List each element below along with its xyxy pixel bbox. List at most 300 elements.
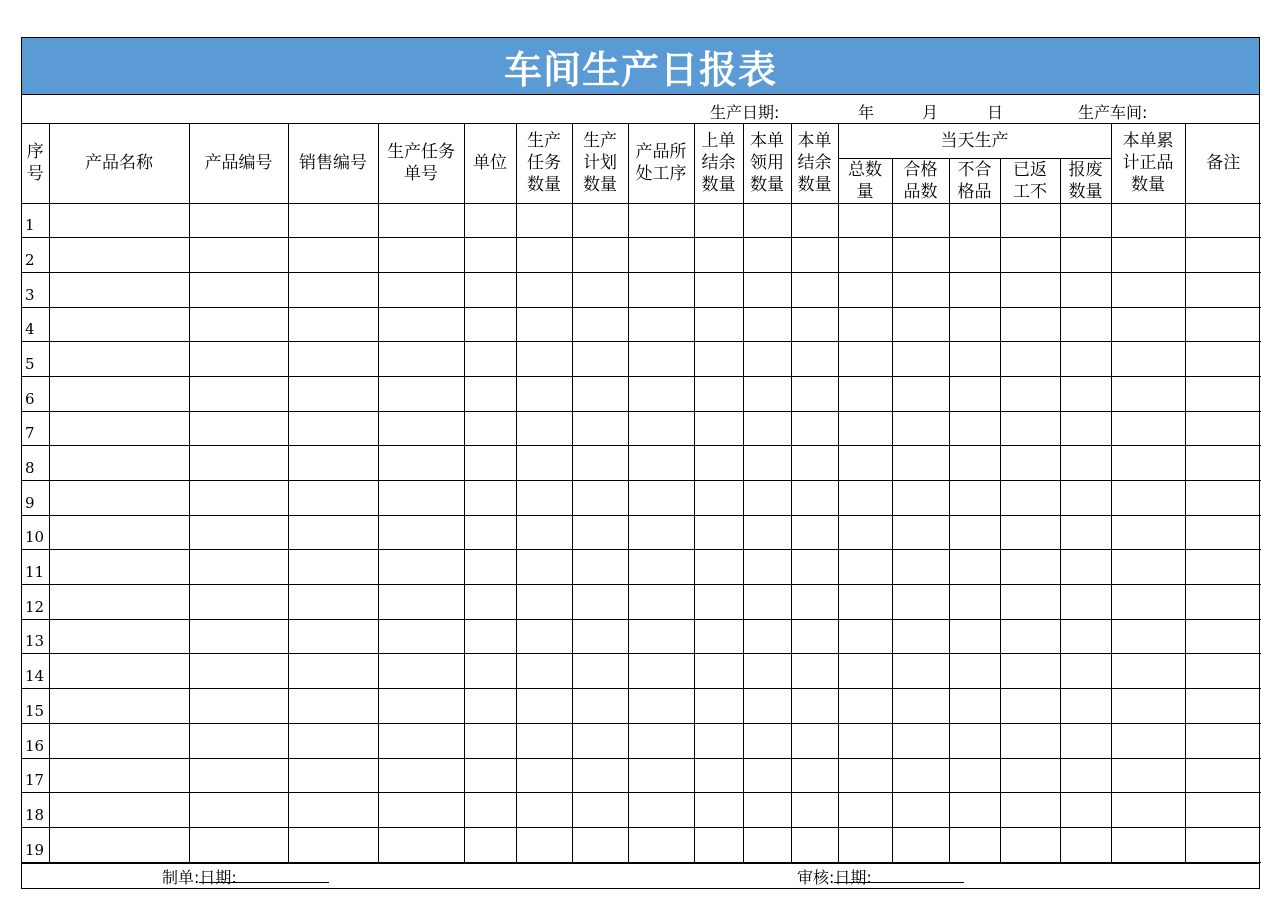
- table-cell[interactable]: [743, 793, 791, 828]
- table-cell[interactable]: [743, 411, 791, 446]
- table-cell[interactable]: [628, 654, 694, 689]
- table-cell[interactable]: [791, 515, 838, 550]
- table-cell[interactable]: [1111, 619, 1185, 654]
- table-cell[interactable]: [628, 481, 694, 516]
- table-cell[interactable]: [694, 654, 743, 689]
- table-cell[interactable]: [1000, 376, 1060, 411]
- table-cell[interactable]: [189, 550, 288, 585]
- table-cell[interactable]: [743, 585, 791, 620]
- table-cell[interactable]: [1185, 203, 1261, 238]
- table-cell[interactable]: [1185, 342, 1261, 377]
- table-cell[interactable]: [949, 515, 1000, 550]
- table-cell[interactable]: [694, 307, 743, 342]
- table-cell[interactable]: [464, 411, 516, 446]
- table-cell[interactable]: [743, 307, 791, 342]
- table-cell[interactable]: [49, 793, 189, 828]
- table-cell[interactable]: [694, 550, 743, 585]
- table-cell[interactable]: [949, 585, 1000, 620]
- table-cell[interactable]: [1060, 550, 1111, 585]
- table-cell[interactable]: [892, 758, 949, 793]
- table-cell[interactable]: [694, 376, 743, 411]
- table-cell[interactable]: [892, 654, 949, 689]
- table-cell[interactable]: [1185, 481, 1261, 516]
- table-cell[interactable]: [1000, 515, 1060, 550]
- table-cell[interactable]: [572, 585, 628, 620]
- table-cell[interactable]: [572, 515, 628, 550]
- table-cell[interactable]: [464, 723, 516, 758]
- table-cell[interactable]: [949, 307, 1000, 342]
- table-cell[interactable]: [516, 411, 572, 446]
- table-cell[interactable]: [49, 689, 189, 724]
- table-cell[interactable]: [1111, 376, 1185, 411]
- table-cell[interactable]: [838, 793, 892, 828]
- table-cell[interactable]: [1185, 446, 1261, 481]
- table-cell[interactable]: [1060, 827, 1111, 862]
- table-cell[interactable]: [516, 689, 572, 724]
- table-cell[interactable]: [743, 203, 791, 238]
- table-cell[interactable]: [1111, 203, 1185, 238]
- table-cell[interactable]: [464, 238, 516, 273]
- table-cell[interactable]: [1185, 723, 1261, 758]
- table-cell[interactable]: [791, 585, 838, 620]
- table-cell[interactable]: [949, 446, 1000, 481]
- table-cell[interactable]: [628, 515, 694, 550]
- table-cell[interactable]: [516, 758, 572, 793]
- table-cell[interactable]: [189, 619, 288, 654]
- table-cell[interactable]: [288, 446, 378, 481]
- table-cell[interactable]: [743, 758, 791, 793]
- table-cell[interactable]: [1000, 654, 1060, 689]
- table-cell[interactable]: [743, 481, 791, 516]
- table-cell[interactable]: [791, 793, 838, 828]
- table-cell[interactable]: [838, 446, 892, 481]
- table-cell[interactable]: [628, 203, 694, 238]
- table-cell[interactable]: [892, 446, 949, 481]
- table-cell[interactable]: [516, 203, 572, 238]
- table-cell[interactable]: [189, 203, 288, 238]
- table-cell[interactable]: [892, 272, 949, 307]
- table-cell[interactable]: [464, 203, 516, 238]
- table-cell[interactable]: [1185, 272, 1261, 307]
- table-cell[interactable]: [189, 723, 288, 758]
- table-cell[interactable]: [1000, 793, 1060, 828]
- table-cell[interactable]: [516, 619, 572, 654]
- table-cell[interactable]: [464, 758, 516, 793]
- table-cell[interactable]: [892, 238, 949, 273]
- table-cell[interactable]: [288, 481, 378, 516]
- table-cell[interactable]: [189, 654, 288, 689]
- table-cell[interactable]: [378, 619, 464, 654]
- table-cell[interactable]: [378, 481, 464, 516]
- table-cell[interactable]: [628, 723, 694, 758]
- table-cell[interactable]: [49, 446, 189, 481]
- table-cell[interactable]: [288, 793, 378, 828]
- table-cell[interactable]: [189, 342, 288, 377]
- table-cell[interactable]: [378, 272, 464, 307]
- table-cell[interactable]: [949, 758, 1000, 793]
- table-cell[interactable]: [288, 723, 378, 758]
- table-cell[interactable]: [791, 307, 838, 342]
- table-cell[interactable]: [1185, 793, 1261, 828]
- table-cell[interactable]: [892, 585, 949, 620]
- table-cell[interactable]: [49, 654, 189, 689]
- table-cell[interactable]: [949, 342, 1000, 377]
- table-cell[interactable]: [49, 272, 189, 307]
- table-cell[interactable]: [892, 515, 949, 550]
- table-cell[interactable]: [516, 585, 572, 620]
- table-cell[interactable]: [1000, 619, 1060, 654]
- table-cell[interactable]: [378, 307, 464, 342]
- table-cell[interactable]: [949, 238, 1000, 273]
- table-cell[interactable]: [378, 203, 464, 238]
- table-cell[interactable]: [1111, 446, 1185, 481]
- table-cell[interactable]: [1000, 585, 1060, 620]
- table-cell[interactable]: [378, 342, 464, 377]
- table-cell[interactable]: [572, 203, 628, 238]
- table-cell[interactable]: [949, 203, 1000, 238]
- table-cell[interactable]: [1000, 827, 1060, 862]
- table-cell[interactable]: [378, 585, 464, 620]
- table-cell[interactable]: [49, 411, 189, 446]
- table-cell[interactable]: [516, 723, 572, 758]
- table-cell[interactable]: [1060, 585, 1111, 620]
- table-cell[interactable]: [572, 238, 628, 273]
- table-cell[interactable]: [892, 550, 949, 585]
- table-cell[interactable]: [1000, 272, 1060, 307]
- table-cell[interactable]: [694, 481, 743, 516]
- table-cell[interactable]: [838, 238, 892, 273]
- table-cell[interactable]: [1111, 723, 1185, 758]
- table-cell[interactable]: [49, 515, 189, 550]
- table-cell[interactable]: [1111, 793, 1185, 828]
- table-cell[interactable]: [892, 342, 949, 377]
- table-cell[interactable]: [838, 827, 892, 862]
- table-cell[interactable]: [694, 272, 743, 307]
- table-cell[interactable]: [572, 654, 628, 689]
- table-cell[interactable]: [791, 342, 838, 377]
- table-cell[interactable]: [743, 550, 791, 585]
- table-cell[interactable]: [892, 307, 949, 342]
- table-cell[interactable]: [1060, 307, 1111, 342]
- table-cell[interactable]: [464, 654, 516, 689]
- table-cell[interactable]: [378, 758, 464, 793]
- table-cell[interactable]: [516, 272, 572, 307]
- table-cell[interactable]: [892, 793, 949, 828]
- table-cell[interactable]: [694, 723, 743, 758]
- table-cell[interactable]: [838, 203, 892, 238]
- table-cell[interactable]: [464, 619, 516, 654]
- table-cell[interactable]: [464, 342, 516, 377]
- table-cell[interactable]: [694, 446, 743, 481]
- table-cell[interactable]: [949, 272, 1000, 307]
- table-cell[interactable]: [49, 238, 189, 273]
- table-cell[interactable]: [1000, 307, 1060, 342]
- table-cell[interactable]: [1060, 654, 1111, 689]
- table-cell[interactable]: [949, 481, 1000, 516]
- maker-date-field[interactable]: [237, 866, 329, 883]
- table-cell[interactable]: [628, 758, 694, 793]
- table-cell[interactable]: [1185, 585, 1261, 620]
- table-cell[interactable]: [49, 342, 189, 377]
- table-cell[interactable]: [1185, 654, 1261, 689]
- table-cell[interactable]: [628, 272, 694, 307]
- table-cell[interactable]: [1060, 689, 1111, 724]
- table-cell[interactable]: [628, 550, 694, 585]
- table-cell[interactable]: [743, 238, 791, 273]
- table-cell[interactable]: [189, 272, 288, 307]
- table-cell[interactable]: [572, 793, 628, 828]
- table-cell[interactable]: [949, 689, 1000, 724]
- table-cell[interactable]: [1060, 758, 1111, 793]
- table-cell[interactable]: [892, 723, 949, 758]
- table-cell[interactable]: [1000, 758, 1060, 793]
- table-cell[interactable]: [49, 619, 189, 654]
- table-cell[interactable]: [791, 550, 838, 585]
- table-cell[interactable]: [743, 619, 791, 654]
- table-cell[interactable]: [1000, 689, 1060, 724]
- table-cell[interactable]: [572, 723, 628, 758]
- table-cell[interactable]: [838, 550, 892, 585]
- table-cell[interactable]: [743, 376, 791, 411]
- table-cell[interactable]: [464, 446, 516, 481]
- table-cell[interactable]: [628, 307, 694, 342]
- table-cell[interactable]: [378, 446, 464, 481]
- table-cell[interactable]: [892, 827, 949, 862]
- table-cell[interactable]: [1111, 307, 1185, 342]
- table-cell[interactable]: [694, 411, 743, 446]
- table-cell[interactable]: [288, 585, 378, 620]
- table-cell[interactable]: [1111, 758, 1185, 793]
- table-cell[interactable]: [378, 654, 464, 689]
- table-cell[interactable]: [743, 827, 791, 862]
- table-cell[interactable]: [464, 515, 516, 550]
- table-cell[interactable]: [628, 689, 694, 724]
- table-cell[interactable]: [791, 481, 838, 516]
- table-cell[interactable]: [838, 723, 892, 758]
- table-cell[interactable]: [694, 827, 743, 862]
- table-cell[interactable]: [572, 481, 628, 516]
- table-cell[interactable]: [628, 827, 694, 862]
- table-cell[interactable]: [791, 827, 838, 862]
- table-cell[interactable]: [464, 481, 516, 516]
- table-cell[interactable]: [1060, 342, 1111, 377]
- table-cell[interactable]: [1185, 619, 1261, 654]
- table-cell[interactable]: [378, 723, 464, 758]
- table-cell[interactable]: [49, 307, 189, 342]
- table-cell[interactable]: [628, 793, 694, 828]
- table-cell[interactable]: [572, 446, 628, 481]
- table-cell[interactable]: [288, 689, 378, 724]
- table-cell[interactable]: [791, 654, 838, 689]
- table-cell[interactable]: [572, 827, 628, 862]
- table-cell[interactable]: [464, 585, 516, 620]
- table-cell[interactable]: [1185, 411, 1261, 446]
- table-cell[interactable]: [288, 238, 378, 273]
- table-cell[interactable]: [949, 376, 1000, 411]
- table-cell[interactable]: [892, 619, 949, 654]
- table-cell[interactable]: [743, 446, 791, 481]
- table-cell[interactable]: [1000, 550, 1060, 585]
- table-cell[interactable]: [464, 793, 516, 828]
- table-cell[interactable]: [892, 376, 949, 411]
- table-cell[interactable]: [1111, 411, 1185, 446]
- table-cell[interactable]: [572, 619, 628, 654]
- table-cell[interactable]: [378, 550, 464, 585]
- table-cell[interactable]: [288, 376, 378, 411]
- table-cell[interactable]: [189, 689, 288, 724]
- table-cell[interactable]: [1185, 515, 1261, 550]
- table-cell[interactable]: [628, 342, 694, 377]
- table-cell[interactable]: [378, 376, 464, 411]
- table-cell[interactable]: [288, 272, 378, 307]
- table-cell[interactable]: [516, 827, 572, 862]
- table-cell[interactable]: [791, 203, 838, 238]
- table-cell[interactable]: [1111, 515, 1185, 550]
- table-cell[interactable]: [1111, 481, 1185, 516]
- table-cell[interactable]: [694, 585, 743, 620]
- table-cell[interactable]: [464, 550, 516, 585]
- table-cell[interactable]: [838, 758, 892, 793]
- table-cell[interactable]: [1000, 342, 1060, 377]
- reviewer-date-field[interactable]: [872, 866, 964, 883]
- table-cell[interactable]: [572, 307, 628, 342]
- table-cell[interactable]: [1060, 238, 1111, 273]
- table-cell[interactable]: [288, 515, 378, 550]
- table-cell[interactable]: [838, 481, 892, 516]
- table-cell[interactable]: [838, 654, 892, 689]
- table-cell[interactable]: [628, 376, 694, 411]
- table-cell[interactable]: [791, 723, 838, 758]
- table-cell[interactable]: [791, 758, 838, 793]
- table-cell[interactable]: [949, 619, 1000, 654]
- table-cell[interactable]: [1060, 619, 1111, 654]
- table-cell[interactable]: [572, 376, 628, 411]
- table-cell[interactable]: [516, 446, 572, 481]
- table-cell[interactable]: [892, 411, 949, 446]
- table-cell[interactable]: [1000, 238, 1060, 273]
- table-cell[interactable]: [838, 585, 892, 620]
- table-cell[interactable]: [189, 793, 288, 828]
- table-cell[interactable]: [949, 723, 1000, 758]
- table-cell[interactable]: [743, 272, 791, 307]
- table-cell[interactable]: [1000, 411, 1060, 446]
- table-cell[interactable]: [1185, 689, 1261, 724]
- table-cell[interactable]: [49, 723, 189, 758]
- table-cell[interactable]: [694, 793, 743, 828]
- table-cell[interactable]: [1000, 203, 1060, 238]
- table-cell[interactable]: [628, 411, 694, 446]
- table-cell[interactable]: [288, 411, 378, 446]
- table-cell[interactable]: [1060, 411, 1111, 446]
- table-cell[interactable]: [189, 411, 288, 446]
- table-cell[interactable]: [838, 515, 892, 550]
- table-cell[interactable]: [464, 376, 516, 411]
- table-cell[interactable]: [1060, 793, 1111, 828]
- table-cell[interactable]: [949, 654, 1000, 689]
- table-cell[interactable]: [628, 238, 694, 273]
- table-cell[interactable]: [49, 550, 189, 585]
- table-cell[interactable]: [572, 411, 628, 446]
- table-cell[interactable]: [288, 342, 378, 377]
- table-cell[interactable]: [838, 342, 892, 377]
- table-cell[interactable]: [791, 446, 838, 481]
- table-cell[interactable]: [743, 689, 791, 724]
- table-cell[interactable]: [1060, 481, 1111, 516]
- table-cell[interactable]: [694, 515, 743, 550]
- table-cell[interactable]: [1185, 376, 1261, 411]
- table-cell[interactable]: [949, 793, 1000, 828]
- table-cell[interactable]: [572, 342, 628, 377]
- table-cell[interactable]: [288, 203, 378, 238]
- table-cell[interactable]: [1111, 689, 1185, 724]
- table-cell[interactable]: [1111, 585, 1185, 620]
- table-cell[interactable]: [516, 793, 572, 828]
- table-cell[interactable]: [1185, 758, 1261, 793]
- table-cell[interactable]: [791, 272, 838, 307]
- table-cell[interactable]: [572, 272, 628, 307]
- table-cell[interactable]: [949, 827, 1000, 862]
- table-cell[interactable]: [516, 376, 572, 411]
- table-cell[interactable]: [1000, 481, 1060, 516]
- table-cell[interactable]: [516, 342, 572, 377]
- table-cell[interactable]: [49, 481, 189, 516]
- table-cell[interactable]: [378, 411, 464, 446]
- table-cell[interactable]: [378, 238, 464, 273]
- table-cell[interactable]: [1060, 515, 1111, 550]
- table-cell[interactable]: [694, 758, 743, 793]
- table-cell[interactable]: [838, 307, 892, 342]
- table-cell[interactable]: [516, 307, 572, 342]
- table-cell[interactable]: [1185, 550, 1261, 585]
- table-cell[interactable]: [1111, 550, 1185, 585]
- table-cell[interactable]: [189, 827, 288, 862]
- table-cell[interactable]: [1111, 827, 1185, 862]
- table-cell[interactable]: [1111, 342, 1185, 377]
- table-cell[interactable]: [694, 619, 743, 654]
- table-cell[interactable]: [49, 376, 189, 411]
- table-cell[interactable]: [694, 689, 743, 724]
- table-cell[interactable]: [464, 827, 516, 862]
- table-cell[interactable]: [892, 481, 949, 516]
- table-cell[interactable]: [838, 619, 892, 654]
- table-cell[interactable]: [516, 550, 572, 585]
- table-cell[interactable]: [791, 376, 838, 411]
- table-cell[interactable]: [1111, 654, 1185, 689]
- table-cell[interactable]: [628, 446, 694, 481]
- table-cell[interactable]: [694, 203, 743, 238]
- table-cell[interactable]: [49, 203, 189, 238]
- table-cell[interactable]: [572, 689, 628, 724]
- table-cell[interactable]: [49, 827, 189, 862]
- table-cell[interactable]: [949, 411, 1000, 446]
- table-cell[interactable]: [288, 550, 378, 585]
- table-cell[interactable]: [838, 376, 892, 411]
- table-cell[interactable]: [892, 689, 949, 724]
- table-cell[interactable]: [1185, 827, 1261, 862]
- table-cell[interactable]: [791, 411, 838, 446]
- table-cell[interactable]: [288, 619, 378, 654]
- table-cell[interactable]: [378, 515, 464, 550]
- table-cell[interactable]: [1060, 203, 1111, 238]
- table-cell[interactable]: [378, 827, 464, 862]
- table-cell[interactable]: [516, 238, 572, 273]
- table-cell[interactable]: [838, 272, 892, 307]
- table-cell[interactable]: [694, 342, 743, 377]
- table-cell[interactable]: [516, 515, 572, 550]
- table-cell[interactable]: [791, 619, 838, 654]
- table-cell[interactable]: [1060, 723, 1111, 758]
- table-cell[interactable]: [628, 585, 694, 620]
